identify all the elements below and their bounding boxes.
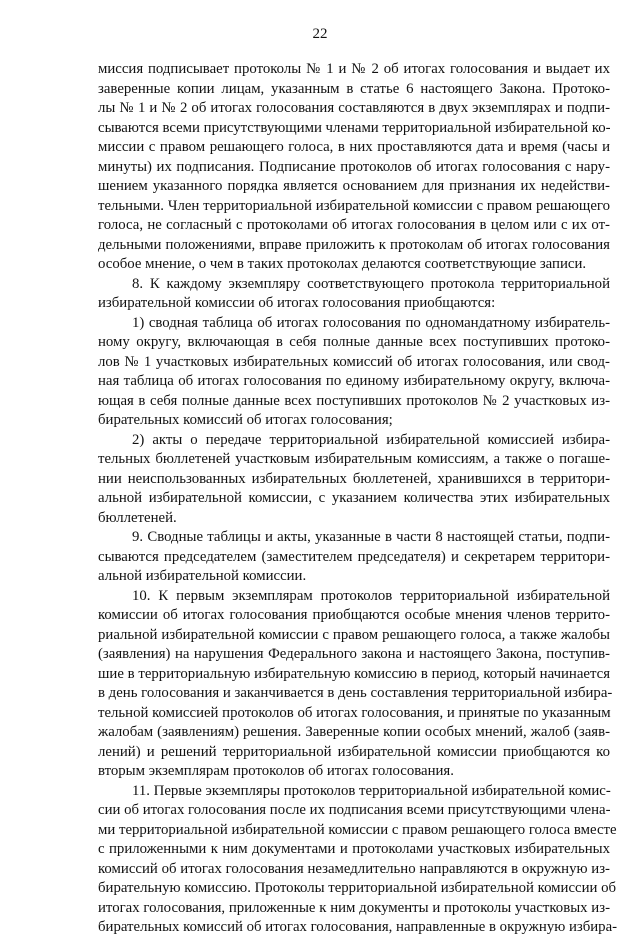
text-line: бирательных комиссий об итогах голосования;	[98, 412, 393, 428]
text-line: тельными. Член территориальной избирательной комиссии с правом решающего	[98, 197, 610, 214]
text-line: шие в территориальную избирательную комиссию в период, который начинается	[98, 665, 610, 682]
text-line: тельной комиссией протоколов об итогах голосования, и принятые по указанным	[98, 704, 611, 721]
text-line: избирательной комиссии об итогах голосования приобщаются:	[98, 295, 496, 311]
text-line: сываются всеми присутствующими членами территориальной избирательной ко-	[98, 119, 611, 136]
text-line: заверенные копии лицам, указанным в статье 6 настоящего Закона. Протоко-	[98, 80, 610, 97]
text-line: голоса, не согласный с протоколами об итогах голосования в целом или с их от-	[98, 217, 610, 233]
text-line: бюллетеней.	[98, 509, 177, 526]
text-line: сии об итогах голосования после их подписания всеми присутствующими члена-	[98, 802, 611, 818]
body-text	[98, 60, 618, 938]
text-line: альной избирательной комиссии, с указанием количества этих избирательных	[98, 490, 610, 506]
text-line: ная таблица об итогах голосования по единому избирательному округу, включа-	[98, 373, 610, 389]
text-line: бирательных комиссий об итогах голосования, направленные в окружную избира-	[98, 919, 618, 935]
text-line: лов № 1 участковых избирательных комиссий об итогах голосования, или свод-	[98, 353, 610, 370]
text-line: нии неиспользованных избирательных бюллетеней, хранившихся в территори-	[98, 470, 610, 487]
page-number: 22	[312, 26, 328, 42]
text-line: бирательную комиссию. Протоколы территориальной избирательной комиссии об	[98, 880, 617, 896]
text-line: ми территориальной избирательной комиссии с правом решающего голоса вместе	[98, 821, 617, 838]
text-line: ющая в себя полные данные всех поступивших протоколов № 2 участковых из-	[98, 392, 610, 409]
text-line: миссия подписывает протоколы № 1 и № 2 об итогах голосования и выдает их	[98, 61, 610, 77]
text-line: миссии с правом решающего голоса, в них проставляются дата и время (часы и	[98, 139, 610, 155]
text-line: тельных бюллетеней участковым избирательным комиссиям, а также о погаше-	[98, 451, 610, 467]
text-line: итогах голосования, приложенные к ним документы и протоколы участковых из-	[98, 899, 610, 916]
text-line: сываются председателем (заместителем председателя) и секретарем территори-	[98, 548, 610, 565]
text-line: комиссий об итогах голосования незамедлительно направляются в окружную из-	[98, 860, 610, 877]
text-line: альной избирательной комиссии.	[98, 568, 307, 584]
text-line: лений) и решений территориальной избирательной комиссии приобщаются ко	[98, 743, 610, 760]
text-line: шением указанного порядка является основанием для признания их недействи-	[98, 178, 610, 194]
text-line: 10. К первым экземплярам протоколов территориальной избирательной	[132, 587, 610, 604]
text-line: вторым экземплярам протоколов об итогах голосования.	[98, 763, 454, 779]
text-line: с приложенными к ним документами и протоколами участковых избирательных	[98, 841, 610, 857]
text-line: 9. Сводные таблицы и акты, указанные в части 8 настоящей статьи, подпи-	[132, 529, 610, 545]
text-line: дельными положениями, вправе приложить к протоколам об итогах голосования	[98, 236, 610, 253]
text-line: минуты) их подписания. Подписание протоколов об итогах голосования с нару-	[98, 158, 610, 175]
text-line: комиссии об итогах голосования приобщаются особые мнения членов террито-	[98, 607, 610, 623]
text-line: 8. К каждому экземпляру соответствующего протокола территориальной	[132, 275, 610, 292]
text-line: (заявления) на нарушения Федерального закона и настоящего Закона, поступив-	[98, 646, 610, 662]
text-line: 2) акты о передаче территориальной избирательной комиссией избира-	[132, 431, 610, 448]
text-line: 11. Первые экземпляры протоколов территориальной избирательной комис-	[132, 782, 611, 799]
text-line: лы № 1 и № 2 об итогах голосования составляются в двух экземплярах и подпи-	[98, 100, 610, 116]
text-line: особое мнение, о чем в таких протоколах делаются соответствующие записи.	[98, 256, 587, 272]
text-line: в день голосования и заканчивается в день составления территориальной избира-	[98, 685, 613, 701]
text-line: жалобам (заявлениям) решения. Заверенные копии особых мнений, жалоб (заяв-	[98, 724, 610, 740]
text-line: ному округу, включающая в себя полные данные всех поступивших протоко-	[98, 334, 610, 350]
text-line: 1) сводная таблица об итогах голосования по одномандатному избиратель-	[132, 314, 610, 331]
text-line: риальной избирательной комиссии с правом решающего голоса, а также жалобы	[98, 626, 610, 643]
